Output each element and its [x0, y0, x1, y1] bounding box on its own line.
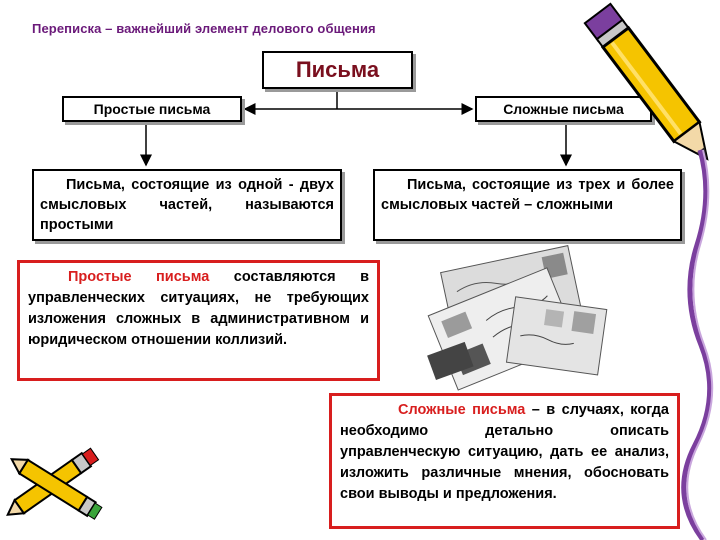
note-simple-term: Простые письма — [68, 269, 210, 285]
category-complex-label: Сложные письма — [503, 101, 624, 117]
note-complex-text: – в случаях, когда необходимо детально описать управленческую ситуацию, дать ее анализ, изложить различные мнения, обосновать свои выводы и предложения. — [340, 402, 669, 502]
note-simple — [17, 260, 380, 381]
decorative-wave — [685, 150, 715, 540]
definition-complex-text: Письма, состоящие из трех и более смысловых частей – сложными — [381, 177, 674, 213]
definition-complex — [373, 169, 682, 241]
category-simple-label: Простые письма — [93, 101, 211, 117]
envelopes-image — [420, 240, 610, 380]
pencils-icon — [8, 432, 108, 532]
note-complex-term: Сложные письма — [398, 402, 526, 418]
main-box-letters — [262, 51, 413, 89]
page-title: Переписка – важнейший элемент делового общения — [32, 21, 376, 36]
main-box-label: Письма — [295, 57, 380, 82]
note-simple-text: составляются в управленческих ситуациях, не требующих изложения сложных в административном и юридическом отношении коллизий. — [28, 269, 369, 348]
definition-simple — [32, 169, 342, 241]
definition-simple-text: Письма, состоящие из одной - двух смысловых частей, называются простыми — [40, 177, 334, 233]
category-simple-letters — [62, 96, 242, 122]
pencil-icon — [600, 0, 710, 175]
note-complex — [329, 393, 680, 529]
